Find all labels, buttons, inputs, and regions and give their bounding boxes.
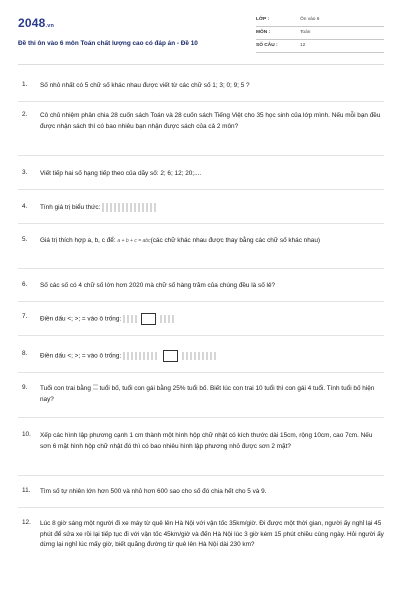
question-number: 5. <box>22 236 28 243</box>
question-text-part: Tính giá trị biểu thức: <box>40 204 101 212</box>
math-fraction-image <box>93 384 98 392</box>
question-divider <box>18 101 384 102</box>
question-text: Lúc 8 giờ sáng một người đi xe máy từ quê lên Hà Nội với vận tốc 35km/giờ. Đi được một thời gian, người ấy nghỉ lại 45 phút để sửa xe rồi lại tiếp tục đi với vận tốc 45km/giờ và đến Hà Nội lúc 3 giờ kém 15 phút chiều cùng ngày. Hỏi người ấy dừng lại nghỉ lúc mấy giờ, biết quãng đường từ quê lên Hà Nội dài 230 km? <box>40 520 384 548</box>
question-divider <box>18 475 384 476</box>
question-divider <box>18 335 384 336</box>
question-number: 10. <box>22 431 31 438</box>
question-text-part: Giá trị thích hợp a, b, c để: <box>40 237 116 244</box>
math-expression-image <box>182 352 218 360</box>
question-text-part: Điền dấu <; >; = vào ô trống: <box>40 352 122 360</box>
question-number: 9. <box>22 384 28 391</box>
meta-label: SỐ CÂU : <box>256 43 278 48</box>
logo-text: 2048 <box>18 16 46 30</box>
header-divider <box>18 64 384 65</box>
meta-table <box>256 14 384 53</box>
math-expression-image <box>102 203 158 212</box>
document-header <box>18 10 384 60</box>
meta-label: LỚP : <box>256 17 270 22</box>
question-text <box>40 384 384 405</box>
question-number: 12. <box>22 519 31 526</box>
question-text <box>40 350 384 362</box>
question-divider <box>18 301 384 302</box>
answer-box[interactable] <box>163 350 178 362</box>
math-formula: a + b + c = abc <box>117 238 151 244</box>
question-text <box>40 203 384 214</box>
question-text-part: tuổi bố, tuổi con gái bằng 25% tuổi bố. Biết lúc con trai 10 tuổi thì con gái 4 tuổi. Tính tuổi bố hiện nay? <box>40 385 375 403</box>
meta-row-count <box>256 40 384 53</box>
question-text: Xếp các hình lập phương cạnh 1 cm thành một hình hộp chữ nhật có kích thước dài 15cm, rộng 10cm, cao 7cm. Nếu sơn 6 mặt hình hộp chữ nhật đó thì có bao nhiêu hình lập phương nhỏ được sơn 2 mặt? <box>40 432 373 450</box>
question-text: Viết tiếp hai số hạng tiếp theo của dãy số: 2; 6; 12; 20;.... <box>40 170 202 177</box>
document-title: Đề thi ôn vào 6 môn Toán chất lượng cao có đáp án - Đề 10 <box>18 40 198 47</box>
math-expression-image <box>160 315 174 323</box>
question-number: 4. <box>22 203 28 210</box>
question-divider <box>18 155 384 156</box>
math-expression-image <box>123 352 159 360</box>
question-divider <box>18 372 384 373</box>
question-text: Tìm số tự nhiên lớn hơn 500 và nhỏ hơn 600 sao cho số đó chia hết cho 5 và 9. <box>40 488 267 495</box>
meta-value: Ôn vào 6 <box>300 17 320 22</box>
question-text <box>40 236 384 247</box>
meta-row-class <box>256 14 384 27</box>
question-number: 7. <box>22 313 28 320</box>
question-text-part: Điền dấu <; >; = vào ô trống: <box>40 315 122 323</box>
question-text: Số nhỏ nhất có 5 chữ số khác nhau được viết từ các chữ số 1; 3; 0; 9; 5 ? <box>40 82 250 89</box>
site-logo[interactable] <box>18 16 54 30</box>
meta-row-subject <box>256 27 384 40</box>
math-expression-image <box>123 315 137 323</box>
question-number: 1. <box>22 81 28 88</box>
question-number: 2. <box>22 111 28 118</box>
question-number: 11. <box>22 487 31 494</box>
question-divider <box>18 223 384 224</box>
question-text-part: Tuổi con trai bằng <box>40 385 91 392</box>
question-text <box>40 313 384 325</box>
answer-box[interactable] <box>141 313 156 325</box>
question-text: Số các số có 4 chữ số lớn hơn 2020 mà chữ số hàng trăm của chúng đều là số lẻ? <box>40 282 276 289</box>
question-number: 8. <box>22 350 28 357</box>
question-number: 3. <box>22 169 28 176</box>
meta-value: 12 <box>300 43 306 48</box>
question-divider <box>18 417 384 418</box>
meta-label: MÔN : <box>256 30 271 35</box>
question-text: Cô chủ nhiệm phân chia 28 cuốn sách Toán và 28 cuốn sách Tiếng Việt cho 35 học sinh của lớp mình. Nếu mỗi bạn đều được nhận sách thì có bao nhiêu bạn nhận được sách của cả 2 môn? <box>40 112 381 130</box>
question-text-part: (các chữ khác nhau được thay bằng các chữ số khác nhau) <box>150 237 321 244</box>
question-divider <box>18 507 384 508</box>
question-number: 6. <box>22 281 28 288</box>
meta-value: Toán <box>300 30 311 35</box>
logo-suffix: .vn <box>45 23 55 29</box>
question-divider <box>18 189 384 190</box>
question-divider <box>18 268 384 269</box>
